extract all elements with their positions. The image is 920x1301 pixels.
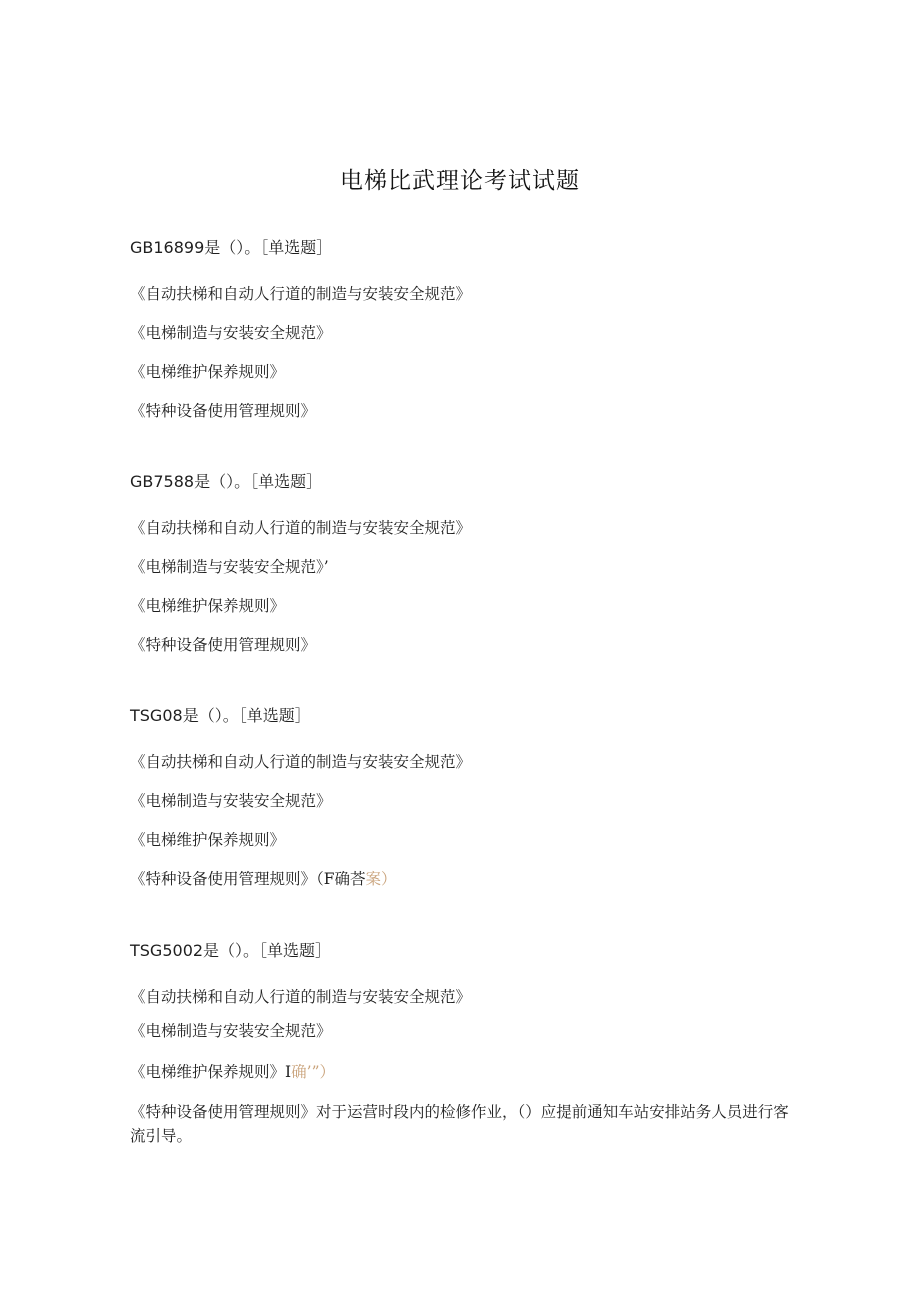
question-1-option-a: 《自动扶梯和自动人行道的制造与安装安全规范》 [130,285,472,303]
question-3-option-a: 《自动扶梯和自动人行道的制造与安装安全规范》 [130,753,472,771]
question-1-option-b: 《电梯制造与安装安全规范》 [130,324,332,342]
question-4-option-c [130,1062,335,1082]
question-1-stem: GB16899是（）。［单选题］ [130,238,333,257]
answer-mark-faded: 案） [365,870,397,888]
question-2-option-a: 《自动扶梯和自动人行道的制造与安装安全规范》 [130,519,472,537]
question-4-option-b: 《电梯制造与安装安全规范》 [130,1022,332,1040]
question-4-option-d: 《特种设备使用管理规则》对于运营时段内的检修作业，（）应提前通知车站安排站务人员进行客流引导。 [130,1103,789,1145]
question-1-option-c: 《电梯维护保养规则》 [130,363,286,381]
question-4-option-c-text: 《电梯维护保养规则》 [130,1063,286,1081]
answer-mark-faded: 确’”） [291,1063,335,1081]
question-2-option-d: 《特种设备使用管理规则》 [130,636,317,654]
question-1-option-d: 《特种设备使用管理规则》 [130,402,317,420]
question-3-stem: TSG08是（）。［单选题］ [130,706,311,725]
question-3-option-b: 《电梯制造与安装安全规范》 [130,792,332,810]
question-3-option-d [130,869,397,889]
question-2-option-b: 《电梯制造与安装安全规范》’ [130,558,329,576]
question-2-stem: GB7588是（）。［单选题］ [130,472,323,491]
question-4-stem: TSG5002是（）。［单选题］ [130,941,332,960]
question-3-option-d-text: 《特种设备使用管理规则》 [130,870,317,888]
document-title: 电梯比武理论考试试题 [340,168,580,194]
answer-mark: （F确荅 [316,870,366,888]
question-2-option-c: 《电梯维护保养规则》 [130,597,286,615]
question-3-option-c: 《电梯维护保养规则》 [130,831,286,849]
question-4-option-a: 《自动扶梯和自动人行道的制造与安装安全规范》 [130,988,472,1006]
answer-mark: I [285,1063,292,1081]
